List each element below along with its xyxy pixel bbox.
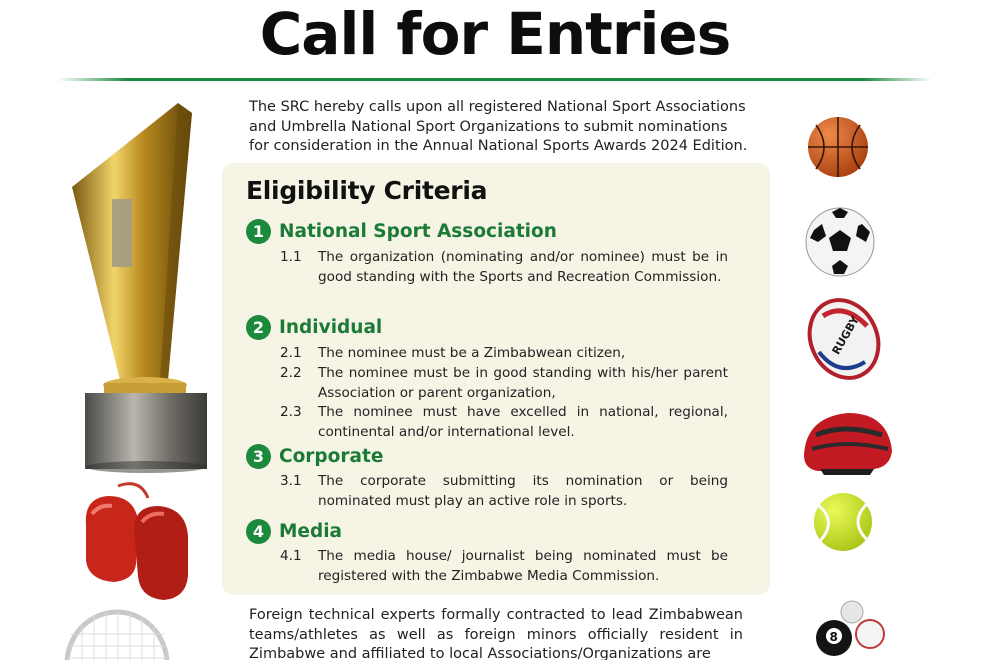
billiard-balls-icon — [812, 600, 892, 660]
criteria-number: 3.1 — [280, 473, 302, 489]
soccer-ball-icon — [804, 206, 876, 278]
section-label: Individual — [279, 317, 383, 338]
criteria-item — [280, 547, 728, 586]
intro-paragraph: The SRC hereby calls upon all registered National Sport Associations and Umbrella National Sport Organizations to submit nominations for consideration in the Annual National Sports Awards 2024 Edition. — [249, 99, 748, 154]
criteria-item — [280, 248, 728, 287]
criteria-text: The media house/ journalist being nominated must be registered with the Zimbabwe Media Commission. — [318, 548, 728, 584]
criteria-text: The nominee must have excelled in national, regional, continental and/or international level. — [318, 404, 728, 440]
section-number-badge: 4 — [246, 519, 271, 544]
section-number-badge: 3 — [246, 444, 271, 469]
section-media — [246, 519, 342, 544]
criteria-text: The corporate submitting its nomination or being nominated must play an active role in sports. — [318, 473, 728, 509]
criteria-number: 4.1 — [280, 548, 302, 564]
section-label: Corporate — [279, 446, 384, 467]
section-label: National Sport Association — [279, 221, 557, 242]
cycling-helmet-icon — [798, 405, 896, 477]
eligibility-title: Eligibility Criteria — [246, 176, 488, 205]
page-title: Call for Entries — [259, 0, 731, 68]
criteria-item — [280, 403, 728, 442]
criteria-number: 2.3 — [280, 404, 302, 420]
criteria-number: 1.1 — [280, 249, 302, 265]
criteria-number: 2.1 — [280, 345, 302, 361]
section-corporate — [246, 444, 383, 469]
billiard-ball-number: 8 — [829, 630, 838, 644]
tennis-ball-icon — [812, 491, 874, 553]
rugby-logo-text: RUGBY — [829, 313, 862, 357]
basketball-icon — [806, 115, 870, 179]
criteria-text: The nominee must be a Zimbabwean citizen, — [318, 345, 626, 361]
section-individual — [246, 315, 382, 340]
criteria-text: The nominee must be in good standing with his/her parent Association or parent organization, — [318, 365, 728, 401]
section-number-badge: 2 — [246, 315, 271, 340]
criteria-item — [280, 344, 728, 364]
title-divider — [58, 78, 932, 81]
criteria-item — [280, 364, 728, 403]
tennis-racket-icon — [62, 606, 172, 660]
outro-paragraph: Foreign technical experts formally contracted to lead Zimbabwean teams/athletes as well as foreign minors officially resident in Zimbabwe and affiliated to local Associations/Organizations are — [249, 607, 743, 660]
rugby-ball-icon — [805, 296, 883, 382]
section-national-sport-association — [246, 219, 557, 244]
boxing-gloves-icon — [78, 478, 203, 606]
trophy-icon — [60, 95, 210, 475]
criteria-item — [280, 472, 728, 511]
trophy-number-shape — [112, 199, 132, 267]
section-label: Media — [279, 521, 343, 542]
section-number-badge: 1 — [246, 219, 271, 244]
criteria-text: The organization (nominating and/or nominee) must be in good standing with the Sports and Recreation Commission. — [318, 249, 728, 285]
criteria-number: 2.2 — [280, 365, 302, 381]
